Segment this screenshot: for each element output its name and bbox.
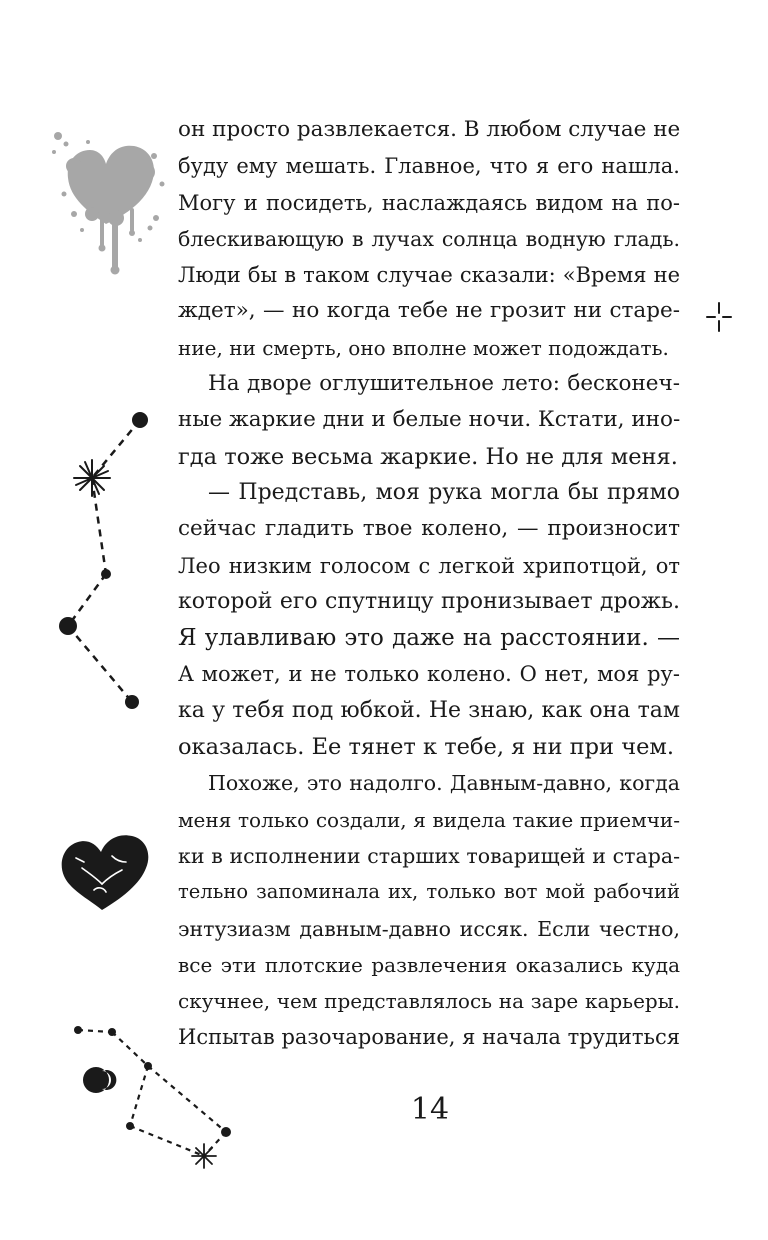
- text-line: Испытав разочарование, я начала трудиться: [178, 1025, 680, 1050]
- paragraph-3: [178, 475, 680, 765]
- constellation-icon: [40, 400, 160, 720]
- text-line: ждет», — но когда тебе не грозит ни старе-: [178, 298, 680, 324]
- text-line: блескивающую в лучах солнца водную гладь.: [178, 226, 680, 251]
- page-number: 14: [410, 1092, 450, 1127]
- text-line: меня только создали, я видела такие приемчи-: [178, 807, 680, 832]
- text-line: энтузиазм давным-давно иссяк. Если честно,: [178, 916, 680, 941]
- text-line: оказалась. Ее тянет к тебе, я ни при чем.: [178, 734, 675, 761]
- crosshair-sparkle-icon: [704, 300, 734, 334]
- body-text: [178, 112, 680, 1056]
- text-line: тельно запоминала их, только вот мой рабочий: [178, 880, 680, 904]
- paragraph-4: [178, 765, 680, 1055]
- text-line: гда тоже весьма жаркие. Но не для меня.: [178, 443, 678, 470]
- gray-heart-splatter-icon: [44, 122, 174, 282]
- text-line: Люди бы в таком случае сказали: «Время не: [178, 263, 680, 288]
- text-line: ние, ни смерть, оно вполне может подождать.: [178, 335, 669, 360]
- text-line: Похоже, это надолго. Давным-давно, когда: [208, 771, 680, 796]
- text-line: Могу и посидеть, наслаждаясь видом на по-: [178, 190, 680, 215]
- text-line: все эти плотские развлечения оказались куда: [178, 952, 680, 977]
- text-line: сейчас гладить твое колено, — произносит: [178, 516, 680, 542]
- text-line: На дворе оглушительное лето: бесконеч-: [208, 371, 680, 397]
- text-line: А может, и не только колено. О нет, моя ру-: [178, 662, 680, 687]
- text-line: Лео низким голосом с легкой хрипотцой, от: [178, 553, 680, 578]
- text-line: ки в исполнении старших товарищей и стара-: [178, 843, 680, 868]
- text-line: скучнее, чем представлялось на заре карьеры.: [178, 989, 680, 1014]
- text-line: он просто развлекается. В любом случае не: [178, 117, 681, 142]
- text-line: Я улавливаю это даже на расстоянии. —: [178, 625, 680, 652]
- paragraph-2: [178, 366, 680, 475]
- text-line: — Представь, моя рука могла бы прямо: [208, 479, 680, 505]
- black-heart-icon: [54, 828, 154, 914]
- paragraph-1: [178, 112, 680, 366]
- text-line: которой его спутницу пронизывает дрожь.: [178, 588, 680, 614]
- text-line: буду ему мешать. Главное, что я его нашла.: [178, 154, 680, 179]
- text-line: ка у тебя под юбкой. Не знаю, как она там: [178, 697, 680, 723]
- text-line: ные жаркие дни и белые ночи. Кстати, ино-: [178, 407, 681, 433]
